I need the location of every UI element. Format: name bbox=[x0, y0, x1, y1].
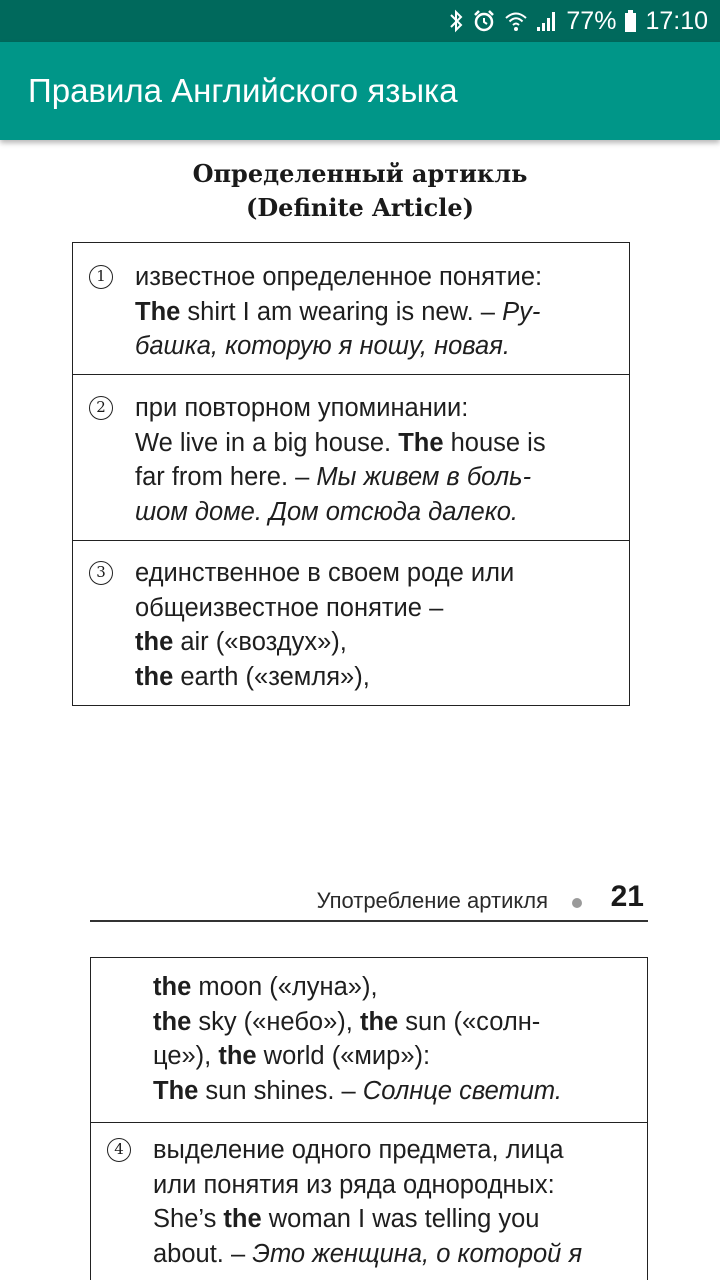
rule-line bbox=[153, 970, 562, 1005]
page-subheading: (Definite Article) bbox=[246, 193, 474, 222]
rule-line bbox=[153, 1005, 562, 1040]
article-keyword: the bbox=[359, 1007, 399, 1036]
rule-text-segment: це»), bbox=[153, 1042, 219, 1070]
section-title: Употребление артикля bbox=[316, 888, 548, 913]
rule-line bbox=[135, 391, 546, 426]
rule-line bbox=[135, 495, 546, 530]
page-number: 21 bbox=[610, 880, 644, 913]
rule-text-segment: far from here. – bbox=[135, 463, 317, 491]
rule-number: 2 bbox=[89, 396, 113, 420]
rule-number: 4 bbox=[107, 1138, 131, 1162]
rule-line bbox=[153, 1133, 582, 1168]
article-keyword: the bbox=[153, 973, 192, 1001]
article-keyword: The bbox=[398, 428, 444, 457]
app-bar bbox=[0, 42, 720, 140]
battery-level: 77% bbox=[566, 6, 617, 35]
rule-line bbox=[135, 426, 546, 461]
rule-line bbox=[153, 1202, 582, 1237]
rule-text bbox=[153, 970, 562, 1108]
status-icons bbox=[448, 0, 708, 42]
bluetooth-icon bbox=[448, 9, 464, 33]
rule-line bbox=[153, 1074, 562, 1109]
translation-text: Мы живем в боль- bbox=[316, 463, 532, 491]
rule-text bbox=[135, 556, 514, 694]
battery-icon bbox=[624, 9, 637, 33]
translation-text: Ру- bbox=[502, 297, 541, 326]
rule-number: 1 bbox=[89, 265, 113, 289]
translation-text: Солнце светит. bbox=[362, 1076, 562, 1105]
rule-text-segment: world («мир»): bbox=[256, 1042, 431, 1070]
rule-text-segment: единственное в своем роде или bbox=[135, 559, 515, 587]
rule-text-segment: sun shines. – bbox=[198, 1076, 363, 1105]
rule-row bbox=[73, 374, 629, 540]
rule-line bbox=[135, 591, 514, 626]
rule-line bbox=[135, 260, 542, 295]
status-bar bbox=[0, 0, 720, 42]
rule-line bbox=[135, 460, 546, 495]
rule-text-segment: или понятия из ряда однородных: bbox=[153, 1170, 555, 1199]
rule-text bbox=[135, 260, 542, 364]
rule-text bbox=[135, 391, 546, 529]
rules-table bbox=[72, 242, 630, 706]
rule-text-segment: выделение одного предмета, лица bbox=[153, 1136, 564, 1164]
rule-number: 3 bbox=[89, 561, 113, 585]
rule-text-segment: earth («земля»), bbox=[173, 662, 370, 691]
rule-text-segment: She’s bbox=[153, 1205, 224, 1233]
rule-line bbox=[153, 1237, 582, 1272]
rule-text-segment: moon («луна»), bbox=[191, 973, 378, 1001]
article-keyword: the bbox=[223, 1205, 262, 1233]
rule-text-segment: about. – bbox=[153, 1239, 253, 1268]
translation-text: башка, которую я ношу, новая. bbox=[135, 332, 510, 360]
rule-text-segment: woman I was telling you bbox=[261, 1205, 540, 1233]
rule-line bbox=[153, 1039, 562, 1074]
alarm-icon bbox=[472, 9, 496, 33]
article-keyword: the bbox=[153, 1007, 192, 1036]
bullet-dot bbox=[572, 898, 582, 908]
rule-row bbox=[73, 540, 629, 704]
article-keyword: The bbox=[135, 297, 181, 326]
rule-text-segment: известное определенное понятие: bbox=[135, 263, 543, 291]
app-title: Правила Английского языка bbox=[28, 72, 458, 109]
rules-table-continued bbox=[90, 957, 648, 1280]
rule-row bbox=[91, 1122, 647, 1280]
rule-text-segment: общеизвестное понятие – bbox=[135, 593, 444, 622]
rule-row bbox=[73, 243, 629, 374]
rule-line bbox=[135, 329, 542, 364]
wifi-icon bbox=[504, 9, 528, 33]
rule-line bbox=[135, 660, 514, 695]
page-content[interactable] bbox=[0, 140, 720, 1280]
rule-text-segment: sky («небо»), bbox=[191, 1007, 360, 1036]
rule-text-segment: house is bbox=[443, 428, 546, 457]
rule-text-segment: air («воздух»), bbox=[173, 628, 347, 656]
article-keyword: the bbox=[135, 628, 174, 656]
article-keyword: the bbox=[218, 1042, 257, 1070]
rule-line bbox=[153, 1168, 582, 1203]
rule-text-segment: при повторном упоминании: bbox=[135, 394, 469, 422]
article-keyword: the bbox=[135, 662, 174, 691]
page-heading: Определенный артикль bbox=[192, 159, 528, 188]
rule-text-segment: We live in a big house. bbox=[135, 428, 399, 457]
rule-text bbox=[153, 1133, 582, 1271]
rule-line bbox=[135, 625, 514, 660]
clock: 17:10 bbox=[645, 6, 708, 35]
page-footer bbox=[90, 880, 648, 922]
rule-text-segment: sun («солн- bbox=[398, 1007, 541, 1036]
rule-text-segment: shirt I am wearing is new. – bbox=[180, 297, 503, 326]
translation-text: Это женщина, о которой я bbox=[252, 1239, 583, 1268]
rule-line bbox=[135, 556, 514, 591]
article-keyword: The bbox=[153, 1076, 199, 1105]
signal-icon bbox=[536, 9, 558, 33]
rule-line bbox=[135, 295, 542, 330]
translation-text: шом доме. Дом отсюда далеко. bbox=[135, 497, 519, 526]
rule-row bbox=[91, 958, 647, 1122]
